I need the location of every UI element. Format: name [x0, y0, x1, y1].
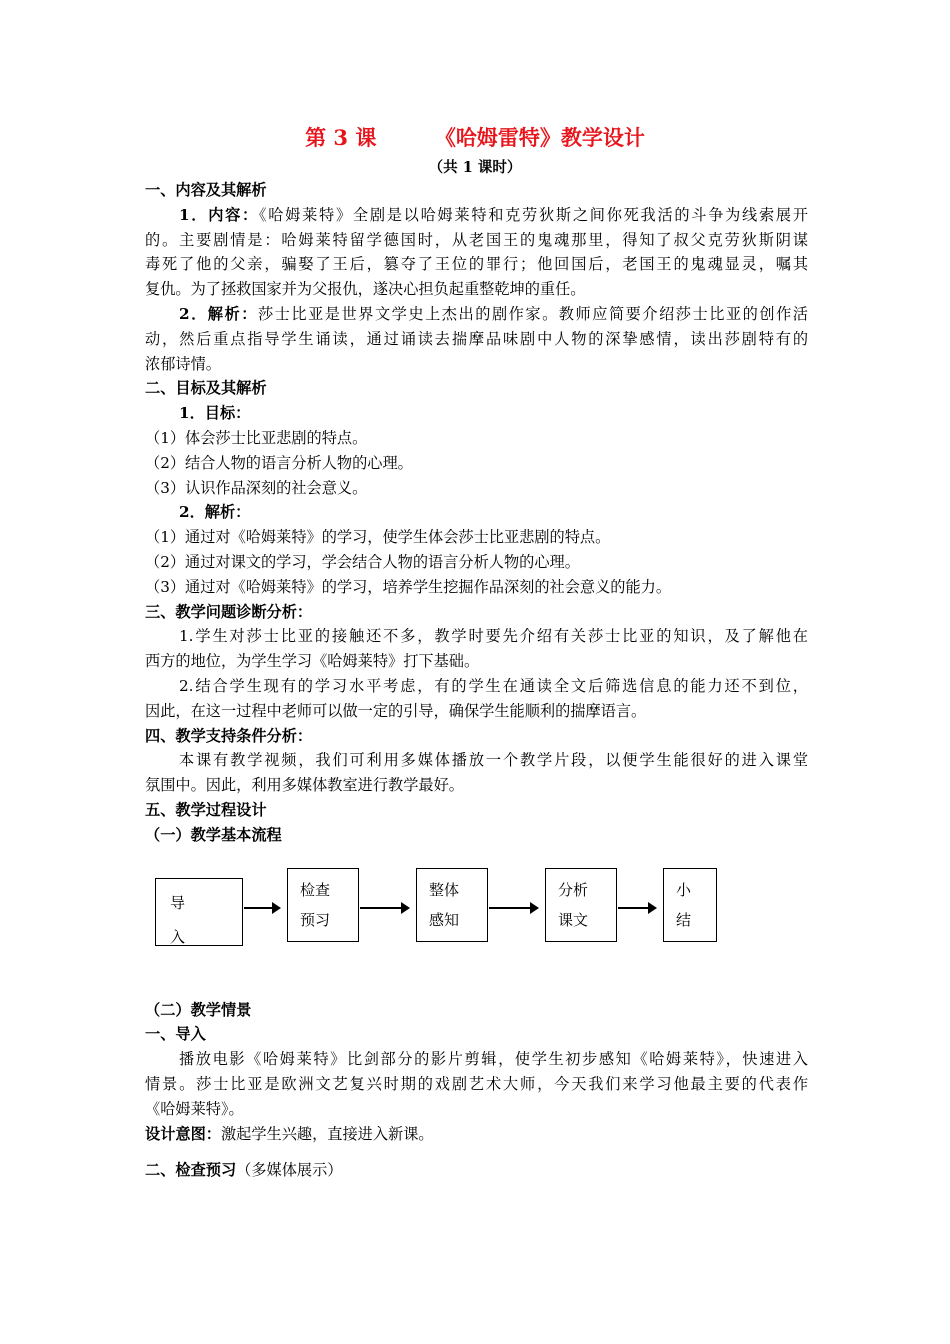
- flow-box-text: 分析: [558, 880, 589, 899]
- text: 《哈姆莱特》全剧是以哈姆莱特和克劳狄斯之间你死我活的斗争为线索展开: [258, 205, 808, 224]
- paragraph-line: 氛围中。因此，利用多媒体教室进行教学最好。: [145, 776, 464, 795]
- flow-box-intro: [155, 878, 243, 946]
- section-heading: 四、教学支持条件分析：: [145, 726, 313, 745]
- section-heading: 一、导入: [145, 1025, 206, 1044]
- analysis-label: 2．解析：: [179, 503, 251, 522]
- list-item: （2）结合人物的语言分析人物的心理。: [145, 453, 413, 472]
- paragraph-line: 西方的地位，为学生学习《哈姆莱特》打下基础。: [145, 652, 480, 671]
- paragraph-line: 的。主要剧情是：哈姆莱特留学德国时，从老国王的鬼魂那里，得知了叔父克劳狄斯阴谋: [145, 230, 808, 249]
- flow-box-preview: [287, 868, 359, 942]
- paragraph-line: 2.结合学生现有的学习水平考虑，有的学生在通读全文后筛选信息的能力还不到位，: [179, 676, 808, 695]
- list-item: （1）体会莎士比亚悲剧的特点。: [145, 428, 368, 447]
- analysis-label: 2．解析：: [179, 304, 258, 323]
- design-text: 激起学生兴趣，直接进入新课。: [220, 1124, 434, 1143]
- flow-box-text: 预习: [300, 910, 331, 929]
- paragraph-line: 动，然后重点指导学生诵读，通过诵读去揣摩品味剧中人物的深挚感情，读出莎剧特有的: [145, 329, 808, 348]
- heading-text: 二、检查预习: [145, 1161, 237, 1180]
- text: 莎士比亚是世界文学史上杰出的剧作家。教师应简要介绍莎士比亚的创作活: [257, 304, 808, 323]
- paragraph-line: 情景。莎士比亚是欧洲文艺复兴时期的戏剧艺术大师，今天我们来学习他最主要的代表作: [145, 1074, 808, 1093]
- section-heading: 三、教学问题诊断分析：: [145, 602, 313, 621]
- list-item: （3）认识作品深刻的社会意义。: [145, 478, 368, 497]
- section-heading: 一、内容及其解析: [145, 181, 267, 199]
- heading-note: （多媒体展示）: [236, 1161, 343, 1180]
- paragraph-line: 复仇。为了拯救国家并为父报仇，遂决心担负起重整乾坤的重任。: [145, 280, 586, 299]
- subsection-heading: （二）教学情景: [145, 1000, 252, 1019]
- page-title: 第 3 课 《哈姆雷特》教学设计: [305, 125, 645, 150]
- goal-label: 1．目标：: [179, 404, 251, 423]
- flowchart: [145, 852, 808, 998]
- flow-box-text: 小: [676, 880, 692, 899]
- arrow-icon: [618, 907, 655, 909]
- flow-box-text: 感知: [429, 910, 460, 929]
- flow-box-text: 课文: [558, 910, 589, 929]
- flow-box-text: 检查: [300, 880, 331, 899]
- flow-box-overview: [416, 868, 488, 942]
- flow-box-text: 导: [170, 893, 186, 912]
- flow-box-text: 整体: [429, 880, 460, 899]
- list-item: （3）通过对《哈姆莱特》的学习，培养学生挖掘作品深刻的社会意义的能力。: [145, 577, 672, 596]
- design-label: 设计意图：: [145, 1124, 221, 1143]
- flow-box-summary: [663, 868, 717, 942]
- document-body: [145, 178, 808, 1183]
- spacer: [145, 1146, 808, 1158]
- flow-box-analysis: [545, 868, 617, 942]
- page-subtitle: （共 1 课时）: [428, 159, 522, 176]
- section-heading: 二、目标及其解析: [145, 379, 267, 398]
- paragraph-line: 《哈姆莱特》。: [145, 1099, 244, 1118]
- section-heading: 五、教学过程设计: [145, 800, 267, 819]
- list-item: （2）通过对课文的学习，学会结合人物的语言分析人物的心理。: [145, 552, 580, 571]
- paragraph-line: [145, 302, 808, 327]
- paragraph-line: 毒死了他的父亲，骗娶了王后，篡夺了王位的罪行；他回国后，老国王的鬼魂显灵，嘱其: [145, 255, 808, 274]
- paragraph-line: [145, 203, 808, 228]
- paragraph-line: 因此，在这一过程中老师可以做一定的引导，确保学生能顺利的揣摩语言。: [145, 701, 647, 720]
- arrow-icon: [244, 907, 279, 909]
- subsection-heading: （一）教学基本流程: [145, 825, 282, 844]
- arrow-icon: [489, 907, 537, 909]
- list-item: （1）通过对《哈姆莱特》的学习，使学生体会莎士比亚悲剧的特点。: [145, 528, 611, 547]
- flow-box-text: 入: [170, 927, 186, 946]
- paragraph-line: 浓郁诗情。: [145, 354, 221, 373]
- paragraph-line: 播放电影《哈姆莱特》比剑部分的影片剪辑，使学生初步感知《哈姆莱特》，快速进入: [179, 1050, 808, 1069]
- paragraph-line: 本课有教学视频，我们可利用多媒体播放一个教学片段，以便学生能很好的进入课堂: [179, 751, 808, 770]
- content-label: 1．内容：: [179, 205, 259, 224]
- paragraph-line: 1.学生对莎士比亚的接触还不多，教学时要先介绍有关莎士比亚的知识，及了解他在: [179, 627, 808, 646]
- section-heading: [145, 1158, 808, 1183]
- arrow-icon: [360, 907, 408, 909]
- design-intent: [145, 1122, 808, 1147]
- flow-box-text: 结: [676, 910, 692, 929]
